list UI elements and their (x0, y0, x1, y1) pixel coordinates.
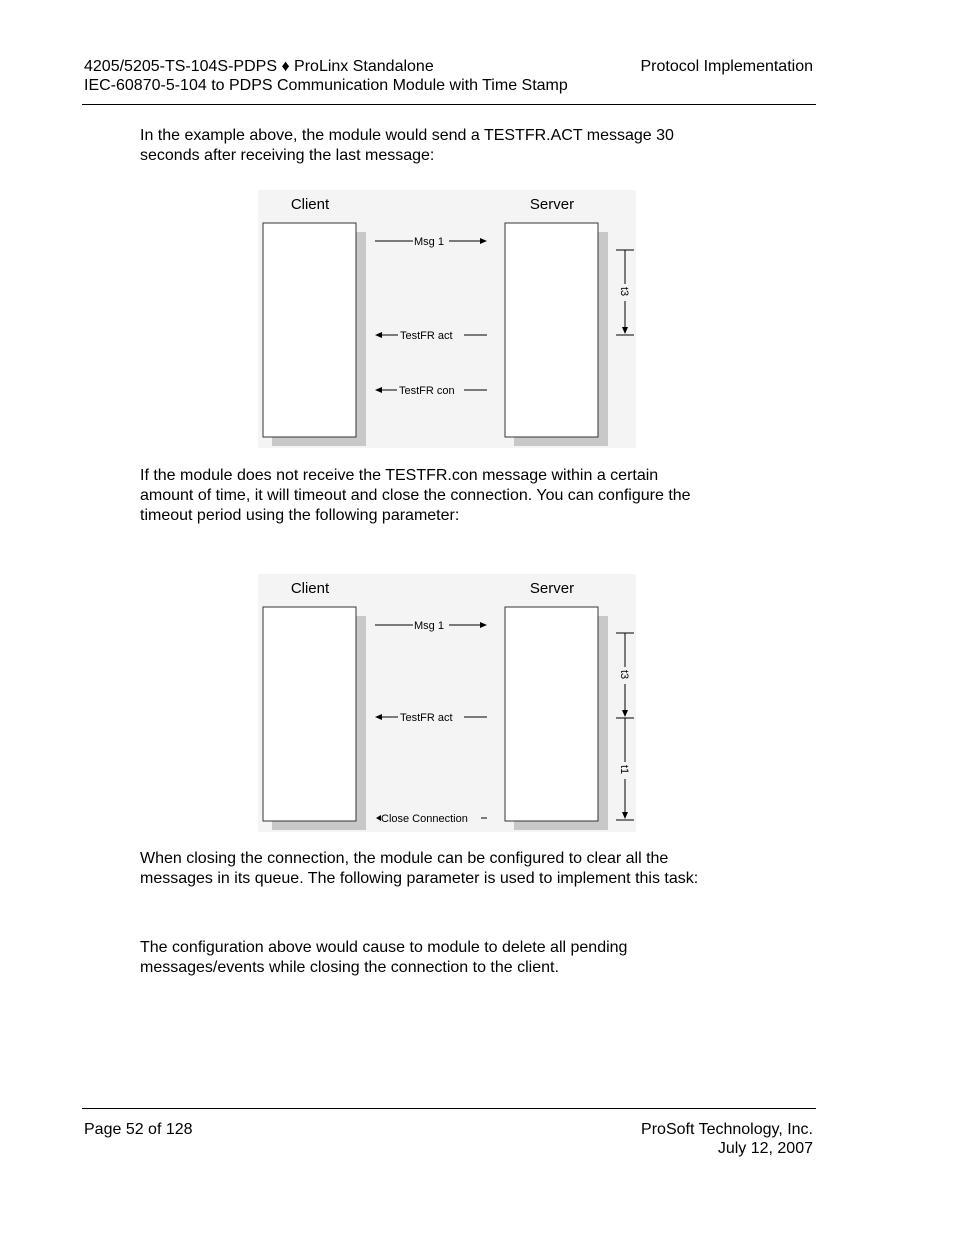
header-rule (82, 104, 816, 105)
header-module-title: IEC-60870-5-104 to PDPS Communication Module with Time Stamp (84, 77, 568, 94)
server-box (505, 223, 598, 437)
testfr-act-label: TestFR act (400, 330, 453, 342)
page-number: Page 52 of 128 (84, 1121, 193, 1138)
footer-company: ProSoft Technology, Inc. (641, 1121, 813, 1138)
sequence-diagram-keepalive (258, 190, 636, 448)
testfr-con-label: TestFR con (399, 385, 455, 397)
sequence-diagram-timeout (258, 574, 636, 832)
paragraph-4-line-2: messages/events while closing the connection to the client. (140, 959, 559, 976)
server-box (505, 607, 598, 821)
header-product-line: 4205/5205-TS-104S-PDPS ♦ ProLinx Standalone (84, 58, 434, 75)
msg1-label: Msg 1 (414, 236, 444, 248)
t3-timer-label: t3 (618, 287, 630, 297)
paragraph-1-line-1: In the example above, the module would send a TESTFR.ACT message 30 (140, 127, 674, 144)
msg1-label: Msg 1 (414, 620, 444, 632)
t3-timer-label: t3 (618, 670, 630, 680)
footer-date: July 12, 2007 (717, 1140, 813, 1157)
paragraph-3-line-2: messages in its queue. The following parameter is used to implement this task: (140, 870, 699, 887)
t1-timer-label: t1 (618, 765, 630, 775)
client-label: Client (290, 196, 330, 213)
paragraph-2-line-1: If the module does not receive the TESTFR.con message within a certain (140, 467, 659, 484)
server-label: Server (529, 196, 575, 213)
testfr-act-label: TestFR act (400, 712, 453, 724)
client-label: Client (290, 580, 330, 597)
header-section-title: Protocol Implementation (640, 58, 813, 75)
paragraph-4-line-1: The configuration above would cause to module to delete all pending (140, 939, 628, 956)
paragraph-2-line-2: amount of time, it will timeout and close the connection. You can configure the (140, 487, 691, 504)
client-box (263, 607, 356, 821)
client-box (263, 223, 356, 437)
footer-rule (82, 1108, 816, 1109)
paragraph-2-line-3: timeout period using the following parameter: (140, 507, 460, 524)
server-label: Server (529, 580, 575, 597)
paragraph-1-line-2: seconds after receiving the last message: (140, 147, 435, 164)
close-connection-label: Close Connection (381, 813, 468, 825)
paragraph-3-line-1: When closing the connection, the module can be configured to clear all the (140, 850, 669, 867)
